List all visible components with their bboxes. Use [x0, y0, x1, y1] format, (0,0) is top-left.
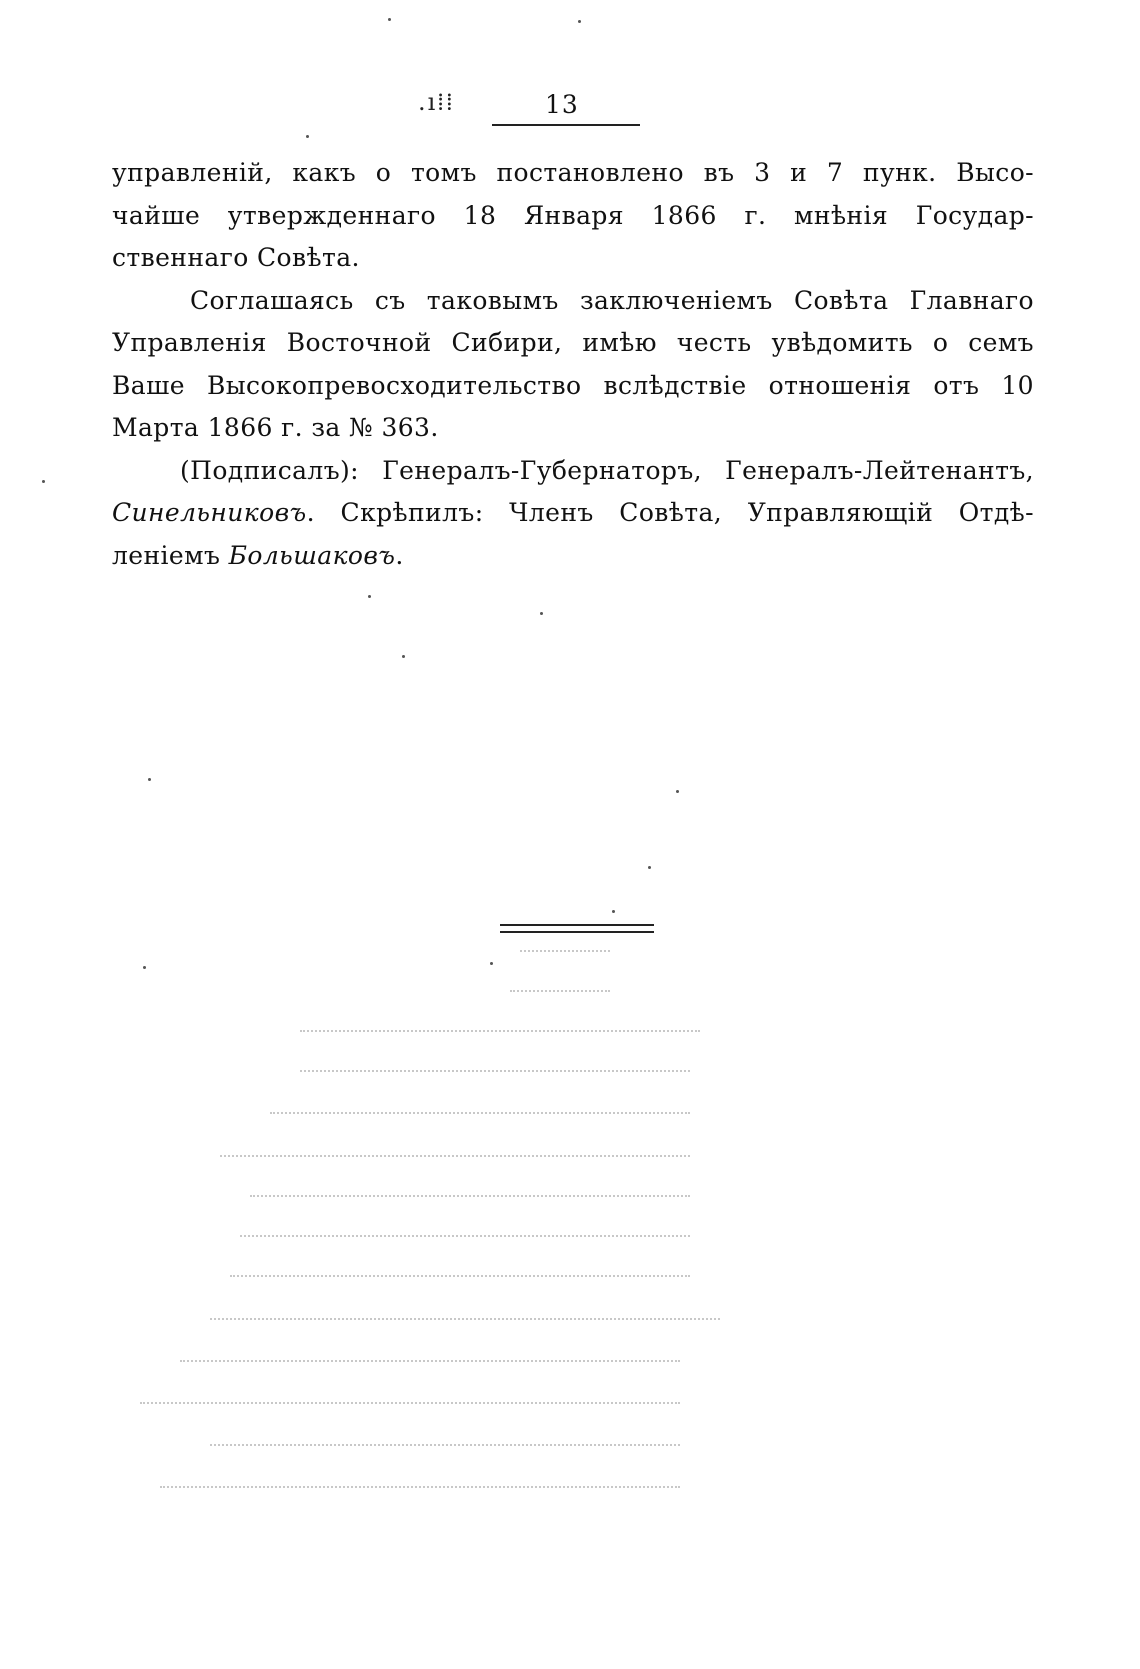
bleed-through-mark — [220, 1155, 690, 1160]
ink-speck — [612, 910, 615, 913]
bleed-through-mark — [520, 950, 610, 955]
bleed-through-mark — [300, 1030, 700, 1035]
bleed-through-area — [120, 950, 760, 1550]
body-line: управленій, какъ о томъ постановлено въ 3 и 7 пунк. Высо- — [112, 158, 1034, 187]
signature-text: . Скрѣпилъ: Членъ Совѣта, Управляющій Отдѣ- — [306, 498, 1034, 527]
signature-line: (Подписалъ): Генералъ-Губернаторъ, Генералъ-Лейтенантъ, — [180, 455, 1034, 485]
section-divider — [500, 924, 654, 926]
bleed-through-mark — [180, 1360, 680, 1365]
bleed-through-mark — [250, 1195, 690, 1200]
signer-name: Синельниковъ — [112, 498, 307, 527]
ink-speck — [490, 962, 493, 965]
ink-speck — [540, 612, 543, 615]
signature-text: . — [395, 540, 404, 570]
body-line: Марта 1866 г. за № 363. — [112, 413, 439, 442]
ink-speck — [676, 790, 679, 793]
signature-line — [112, 535, 1034, 578]
header-rule — [492, 124, 640, 126]
bleed-through-mark — [210, 1444, 680, 1449]
bleed-through-mark — [270, 1112, 690, 1117]
body-line: чайше утвержденнаго 18 Января 1866 г. мнѣнія Государ- — [112, 200, 1034, 230]
bleed-through-mark — [300, 1070, 690, 1075]
ink-speck — [143, 966, 146, 969]
ink-speck — [578, 20, 581, 23]
bleed-through-mark — [240, 1235, 690, 1240]
ink-speck — [42, 480, 45, 483]
signature-line — [112, 492, 1034, 535]
ink-speck — [306, 135, 309, 138]
ink-speck — [648, 866, 651, 869]
ink-speck — [368, 595, 371, 598]
ink-speck — [388, 18, 391, 21]
countersigner-name: Большаковъ — [228, 540, 396, 570]
page-number: 13 — [545, 90, 579, 119]
signature-text: леніемъ — [112, 540, 229, 570]
body-text — [112, 152, 1034, 577]
bleed-through-mark — [140, 1402, 680, 1407]
ink-speck — [402, 655, 405, 658]
header-ornament: .ı⁞⁞ — [418, 88, 455, 116]
body-line: Соглашаясь съ таковымъ заключеніемъ Совѣта Главнаго — [190, 285, 1034, 315]
section-divider — [500, 931, 654, 933]
ink-speck — [148, 778, 151, 781]
body-line: Ваше Высокопревосходительство вслѣдствіе отношенія отъ 10 — [112, 370, 1034, 400]
body-line: Управленія Восточной Сибири, имѣю честь увѣдомить о семъ — [112, 328, 1034, 357]
bleed-through-mark — [230, 1275, 690, 1280]
bleed-through-mark — [210, 1318, 720, 1323]
bleed-through-mark — [510, 990, 610, 995]
body-line: ственнаго Совѣта. — [112, 243, 360, 272]
bleed-through-mark — [160, 1486, 680, 1491]
